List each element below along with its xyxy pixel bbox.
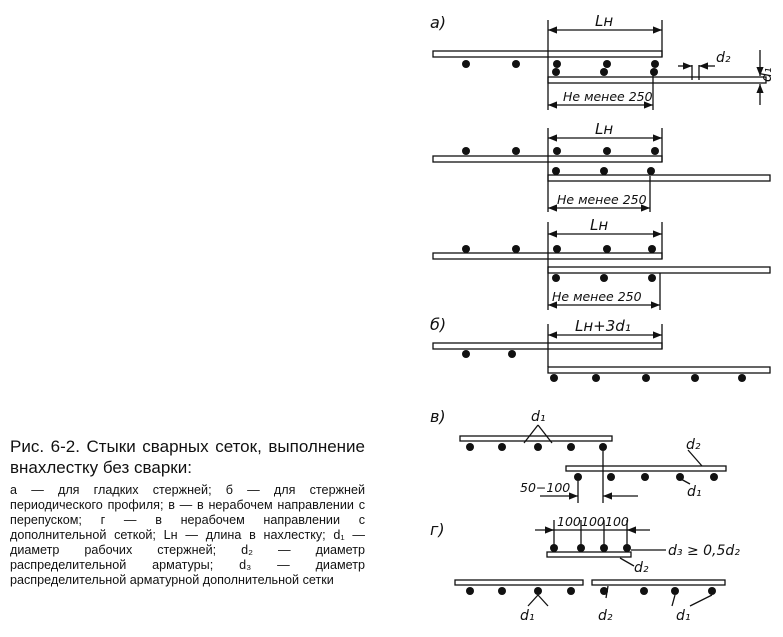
range-50-100-label: 50−100 bbox=[520, 480, 571, 495]
upper-rods bbox=[462, 147, 659, 155]
d1-label: d₁ bbox=[531, 409, 546, 425]
upper-rods bbox=[466, 443, 607, 451]
lower-rods bbox=[550, 374, 746, 382]
lower-mesh-bar bbox=[548, 267, 770, 273]
lower-mesh-bar bbox=[566, 466, 726, 471]
lower-rods bbox=[552, 167, 655, 175]
min-250-label: Не менее 250 bbox=[552, 289, 642, 304]
d1-label: d₁ bbox=[676, 608, 691, 624]
panel-g-label: г) bbox=[430, 520, 445, 539]
d2-label: d₂ bbox=[634, 560, 649, 576]
min-250-label: Не менее 250 bbox=[563, 89, 653, 104]
d2-label: d₂ bbox=[716, 50, 731, 66]
lap-length-b-label: Lн+3d₁ bbox=[575, 317, 631, 335]
panel-v-label: в) bbox=[430, 407, 446, 426]
spacing-100-label: 100 bbox=[605, 514, 629, 529]
panel-a-label: а) bbox=[430, 13, 447, 32]
left-mesh-bar bbox=[455, 580, 583, 585]
caption-body: а — для гладких стержней; б — для стержней периодического профиля; в — в нерабочем направлении с перепуском; г — в нерабочем направлении с дополнительной сеткой; Lн — длина в нахлестку; d₁ — диаметр рабочих стержней; d₂ — диаметр распределительной арматуры; d₃ — диаметр распределительной арматурной дополнительной сетки bbox=[10, 483, 365, 587]
upper-mesh-bar bbox=[460, 436, 612, 441]
lap-length-label: Lн bbox=[595, 120, 614, 138]
lower-mesh-bar bbox=[548, 175, 770, 181]
lap-length-label: Lн bbox=[590, 216, 609, 234]
lower-rods bbox=[574, 473, 718, 481]
right-mesh-bar bbox=[592, 580, 725, 585]
additional-mesh-bar bbox=[547, 552, 631, 557]
d2-label: d₂ bbox=[686, 437, 701, 453]
d1-label: d₁ bbox=[759, 67, 775, 82]
d1-label: d₁ bbox=[520, 608, 535, 624]
spacing-100-label: 100 bbox=[581, 514, 605, 529]
lower-rods bbox=[552, 274, 656, 282]
upper-rods bbox=[462, 245, 656, 253]
lower-mesh-bar bbox=[548, 367, 770, 373]
d1-label: d₁ bbox=[687, 484, 702, 500]
lower-mesh-bar bbox=[548, 77, 766, 83]
caption-title: Рис. 6-2. Стыки сварных сеток, выполнение внахлестку без сварки: bbox=[10, 437, 365, 477]
upper-rods bbox=[462, 350, 516, 358]
panel-g bbox=[455, 520, 725, 606]
d3-rule-label: d₃ ≥ 0,5d₂ bbox=[668, 543, 740, 559]
lower-rods bbox=[552, 68, 658, 76]
additional-mesh-rods bbox=[550, 544, 631, 552]
panel-b-label: б) bbox=[430, 315, 447, 334]
bottom-rods bbox=[466, 587, 716, 595]
upper-rods bbox=[462, 60, 659, 68]
spacing-100-label: 100 bbox=[557, 514, 581, 529]
lap-length-label: Lн bbox=[595, 12, 614, 30]
d2-label: d₂ bbox=[598, 608, 613, 624]
min-250-label: Не менее 250 bbox=[557, 192, 647, 207]
